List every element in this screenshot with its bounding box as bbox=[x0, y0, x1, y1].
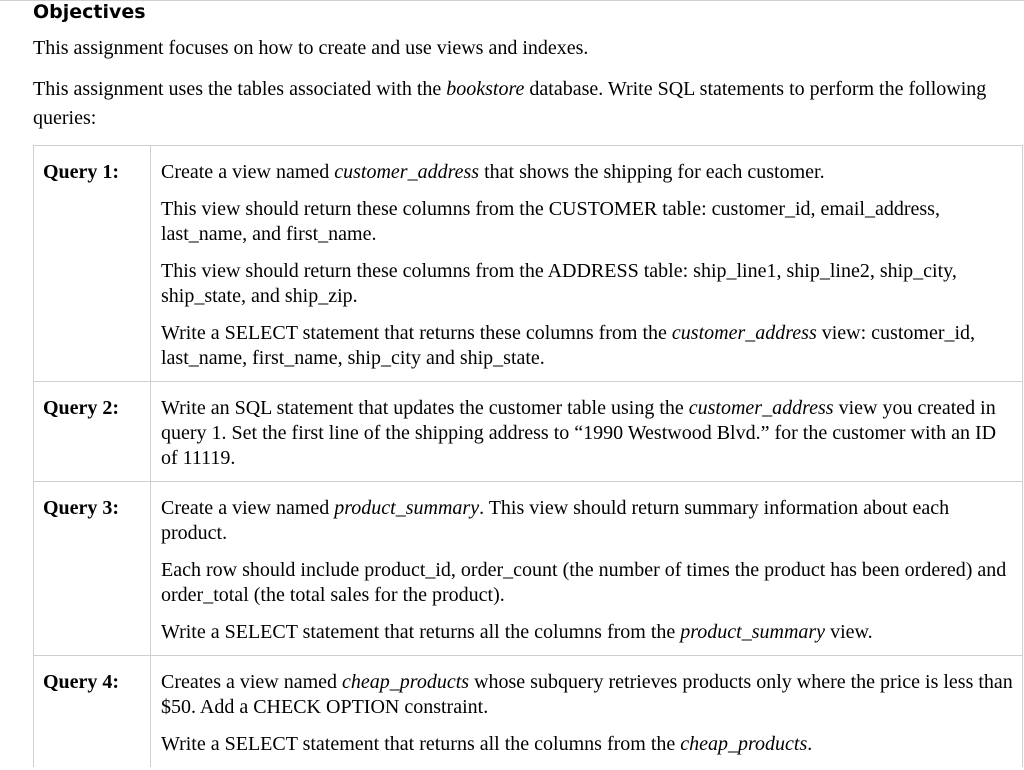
query-description bbox=[151, 382, 1023, 482]
query-text: Write a SELECT statement that returns these columns from the bbox=[161, 322, 672, 344]
object-name: cheap_products bbox=[680, 733, 808, 755]
object-name: customer_address bbox=[671, 322, 817, 344]
query-paragraph bbox=[161, 620, 1014, 645]
query-text: whose subquery retrieves products only where the price is less than $50. Add a CHECK OPTION constraint. bbox=[161, 671, 1013, 718]
query-row bbox=[34, 382, 1023, 482]
query-description bbox=[151, 482, 1023, 656]
query-text: Create a view named bbox=[161, 161, 335, 183]
query-label: Query 4: bbox=[34, 656, 151, 768]
query-row bbox=[34, 656, 1023, 768]
intro-paragraph: This assignment focuses on how to create and use views and indexes. bbox=[33, 37, 589, 59]
query-paragraph bbox=[161, 670, 1014, 720]
section-heading: Objectives bbox=[33, 1, 146, 23]
query-text: Creates a view named bbox=[161, 671, 343, 693]
instructions-text-after: database. Write SQL statements to perform the following queries: bbox=[33, 78, 987, 129]
query-text: . This view should return summary information about each product. bbox=[161, 497, 950, 544]
top-divider bbox=[0, 0, 1024, 1]
query-paragraph bbox=[161, 396, 1014, 471]
query-text: . bbox=[807, 733, 813, 755]
query-text: Write an SQL statement that updates the customer table using the bbox=[161, 397, 689, 419]
object-name: cheap_products bbox=[342, 671, 470, 693]
database-name: bookstore bbox=[446, 78, 525, 100]
query-paragraph bbox=[161, 558, 1014, 608]
query-label: Query 1: bbox=[34, 146, 151, 382]
object-name: product_summary bbox=[334, 497, 480, 519]
query-paragraph bbox=[161, 732, 1014, 757]
query-text: that shows the shipping for each customer. bbox=[479, 161, 825, 183]
query-text: This view should return these columns from the ADDRESS table: ship_line1, ship_line2, ship_city, ship_state, and ship_zip. bbox=[161, 260, 957, 307]
object-name: customer_address bbox=[688, 397, 834, 419]
query-paragraph bbox=[161, 259, 1014, 309]
query-text: Write a SELECT statement that returns all the columns from the bbox=[161, 733, 681, 755]
query-text: Create a view named bbox=[161, 497, 335, 519]
object-name: customer_address bbox=[334, 161, 480, 183]
query-text: This view should return these columns from the CUSTOMER table: customer_id, email_address, last_name, and first_name. bbox=[161, 198, 940, 245]
query-row bbox=[34, 482, 1023, 656]
query-description bbox=[151, 146, 1023, 382]
query-label: Query 2: bbox=[34, 382, 151, 482]
query-text: Each row should include product_id, order_count (the number of times the product has been ordered) and order_total (the total sales for the product). bbox=[161, 559, 1007, 606]
instructions-text-before: This assignment uses the tables associated with the bbox=[33, 78, 447, 100]
instructions-paragraph bbox=[33, 75, 1003, 133]
query-text: view. bbox=[825, 621, 873, 643]
query-text: view: customer_id, last_name, first_name, ship_city and ship_state. bbox=[161, 322, 976, 369]
object-name: product_summary bbox=[680, 621, 826, 643]
query-text: view you created in query 1. Set the first line of the shipping address to “1990 Westwood Blvd.” for the customer with an ID of 11119. bbox=[161, 397, 997, 469]
query-description bbox=[151, 656, 1023, 768]
query-row bbox=[34, 146, 1023, 382]
queries-table bbox=[33, 145, 1023, 767]
query-paragraph bbox=[161, 197, 1014, 247]
query-text: Write a SELECT statement that returns all the columns from the bbox=[161, 621, 681, 643]
query-paragraph bbox=[161, 496, 1014, 546]
query-paragraph bbox=[161, 321, 1014, 371]
query-paragraph bbox=[161, 160, 1014, 185]
query-label: Query 3: bbox=[34, 482, 151, 656]
